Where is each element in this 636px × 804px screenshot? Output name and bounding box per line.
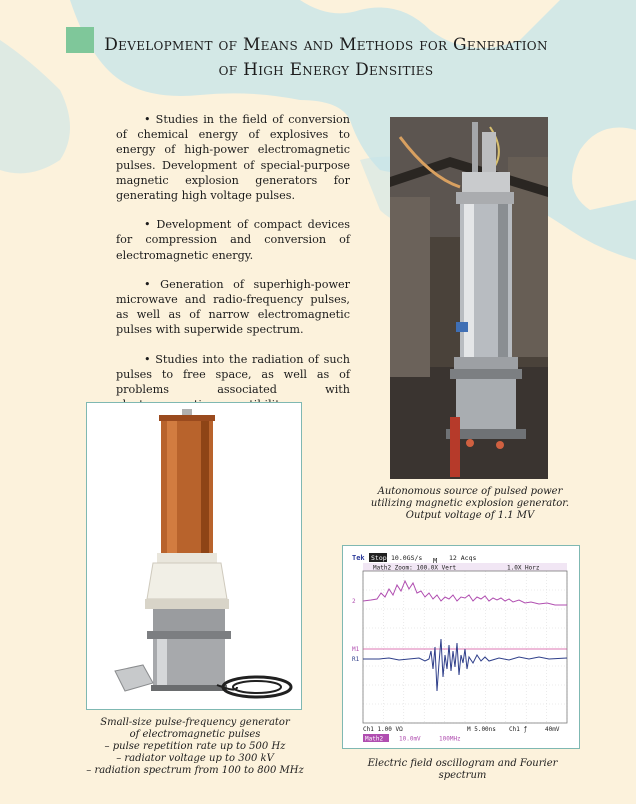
svg-text:2: 2 xyxy=(352,598,356,605)
scope-ch1-scale: Ch1 1.00 VΩ xyxy=(363,726,403,733)
scope-marker-r1: R1 xyxy=(352,656,360,663)
oscilloscope-image xyxy=(342,545,580,749)
bullet-item: • Generation of superhigh-power microwave and radio-frequency pulses, as well as of narrow electromagnetic pulses with superwide spectrum. xyxy=(116,277,350,337)
page-title xyxy=(76,33,576,83)
scope-marker-m: M xyxy=(433,557,438,565)
scope-brand: Tek xyxy=(352,554,365,562)
caption-line: Small-size pulse-frequency generator xyxy=(100,717,290,728)
bullet-item: • Studies in the field of conversion of chemical energy of explosives to energy of high-power electromagnetic pulses. Development of special-purpose magnetic explosion generators for generating high voltage pulses. xyxy=(116,113,350,203)
scope-marker-m1: M1 xyxy=(352,646,360,653)
page-title-line1: Development of Means and Methods for Generation xyxy=(104,35,548,55)
caption-line: Autonomous source of pulsed power xyxy=(377,486,563,497)
caption-line: of electromagnetic pulses xyxy=(129,729,261,740)
bullet-item: • Studies into the radiation of such pulses to free space, as well as of problems associated with xyxy=(116,352,350,397)
scope-time-scale: M 5.00ns xyxy=(467,726,496,733)
bullet-list xyxy=(116,112,350,426)
scope-math2-scale: 10.0mV xyxy=(399,735,421,743)
caption-line: utilizing magnetic explosion generator. xyxy=(370,498,570,509)
caption-line: – radiation spectrum from 100 to 800 MHz xyxy=(86,765,304,776)
caption-line: – radiator voltage up to 300 kV xyxy=(116,753,274,764)
bullet-item: • Development of compact devices for compression and conversion of electromagnetic energy. xyxy=(116,218,350,262)
scope-acqs: 12 Acqs xyxy=(449,554,477,562)
page-title-line2: of High Energy Densities xyxy=(218,60,434,80)
caption-line: spectrum xyxy=(438,770,487,781)
scope-math2-freq: 100MHz xyxy=(439,735,461,743)
caption-pulse-frequency-generator xyxy=(70,717,320,777)
scope-trigger-level: 40mV xyxy=(545,726,560,733)
caption-line: Output voltage of 1.1 MV xyxy=(405,510,535,521)
photo-pulsed-power-source xyxy=(390,117,548,479)
scope-sample-rate: 10.0GS/s xyxy=(391,554,423,562)
scope-math2-label: Math2 xyxy=(365,735,384,743)
map-landmass-left xyxy=(0,40,70,173)
caption-line: – pulse repetition rate up to 500 Hz xyxy=(104,741,286,752)
scope-horz: 1.0X Horz xyxy=(507,564,540,572)
photo-pulse-frequency-generator xyxy=(86,402,302,710)
scope-ch1-trigger: Ch1 ƒ xyxy=(509,726,528,733)
caption-line: Electric field oscillogram and Fourier xyxy=(367,758,558,769)
scope-math-zoom: Math2 Zoom: 100.0X Vert xyxy=(373,564,457,572)
caption-oscillogram xyxy=(360,758,565,782)
scope-mode: Stop xyxy=(371,554,387,562)
caption-pulsed-power-source xyxy=(370,486,570,522)
